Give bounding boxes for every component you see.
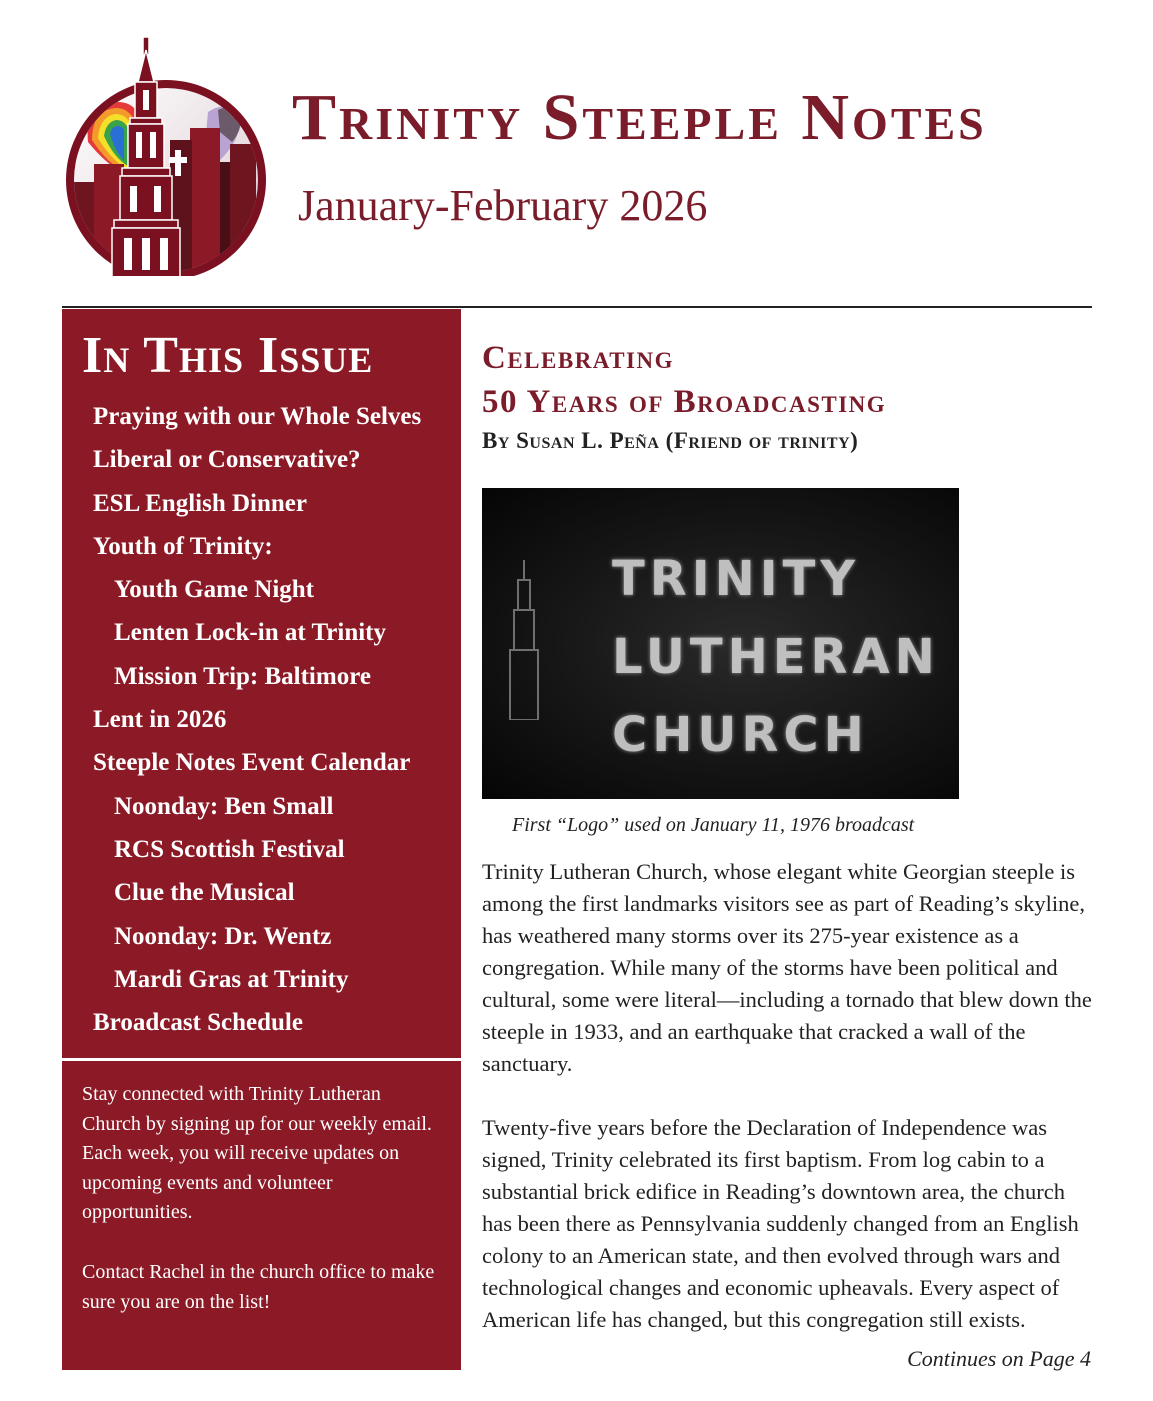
in-this-issue-heading: In This Issue [82, 327, 374, 384]
toc-subitem: Lenten Lock-in at Trinity [114, 619, 387, 647]
toc-item: Broadcast Schedule [93, 1009, 303, 1037]
toc-subitem: Noonday: Dr. Wentz [114, 922, 332, 950]
article-byline: By Susan L. Peña (Friend of trinity) [482, 428, 859, 453]
photo-logo-text: TRINITY LUTHERAN CHURCH [612, 551, 940, 763]
church-logo [58, 32, 274, 276]
steeple-silhouette-icon [504, 560, 544, 720]
toc-subitem: Clue the Musical [114, 879, 295, 907]
toc-subitem: Mission Trip: Baltimore [114, 662, 371, 690]
article-title-line-2: 50 Years of Broadcasting [482, 384, 887, 420]
sidebar-divider [62, 1058, 461, 1061]
article-paragraph: Twenty-five years before the Declaration of Independence was signed, Trinity celebrated its first baptism. From log cabin to a substantial brick edifice in Reading’s downtown area, the church has been there as Pennsylvania suddenly changed from an English colony to an American state, and then evolved through wars and technological changes and economic upheavals. Every aspect of American life has changed, but this congregation still exists. [482, 1115, 1079, 1332]
toc-item: Liberal or Conservative? [93, 446, 361, 474]
toc-item: Youth of Trinity: [93, 532, 273, 560]
article-body [482, 856, 1094, 1336]
toc-item: Lent in 2026 [93, 706, 227, 734]
photo-caption: First “Logo” used on January 11, 1976 broadcast [512, 814, 915, 836]
newsletter-title: Trinity Steeple Notes [292, 81, 987, 154]
article-title [482, 336, 886, 424]
table-of-contents [93, 398, 421, 1047]
article-paragraph: Trinity Lutheran Church, whose elegant white Georgian steeple is among the first landmarks visitors see as part of Reading’s skyline, has weathered many storms over its 275-year existence as a congregation. While many of the storms have been political and cultural, some were literal—including a tornado that blew down the steeple in 1933, and an earthquake that cracked a wall of the sanctuary. [482, 859, 1092, 1076]
toc-subitem: Noonday: Ben Small [114, 792, 334, 820]
toc-item: Steeple Notes Event Calendar [93, 749, 411, 777]
toc-subitem: Mardi Gras at Trinity [114, 965, 349, 993]
issue-date: January-February 2026 [298, 181, 708, 230]
toc-item: ESL English Dinner [93, 489, 307, 517]
toc-item: Praying with our Whole Selves [93, 403, 422, 430]
toc-subitem: RCS Scottish Festival [114, 835, 345, 863]
toc-subitem: Youth Game Night [114, 576, 315, 604]
newsletter-signup-note [82, 1080, 442, 1317]
article-title-line-1: Celebrating [482, 340, 674, 376]
continues-note: Continues on Page 4 [907, 1346, 1091, 1371]
signup-paragraph: Stay connected with Trinity Lutheran Church by signing up for our weekly email. Each week, you will receive updates on upcoming events and volunteer opportunities. [82, 1083, 432, 1224]
broadcast-logo-photo [482, 488, 959, 799]
header-rule [62, 306, 1092, 308]
contact-paragraph: Contact Rachel in the church office to make sure you are on the list! [82, 1260, 435, 1313]
